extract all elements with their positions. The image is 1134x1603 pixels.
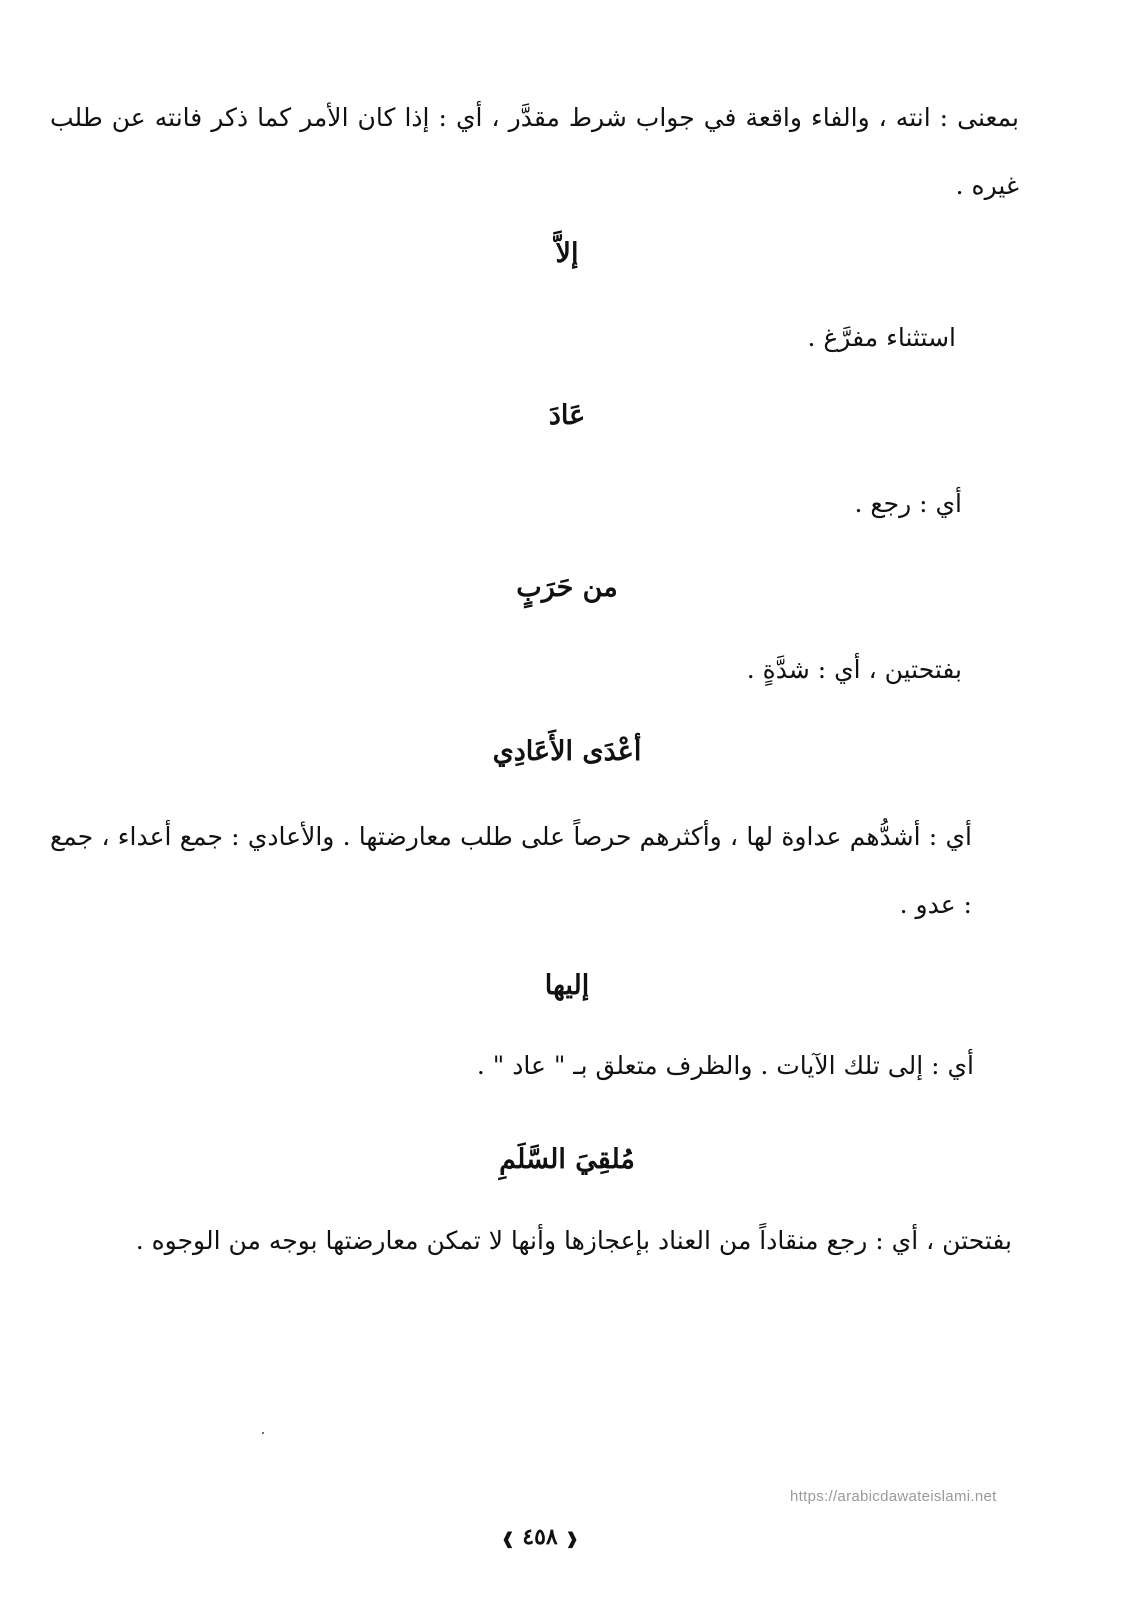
paragraph-3: أي : رجع .: [854, 489, 962, 518]
paragraph-2: استثناء مفرَّغ .: [807, 323, 956, 352]
paragraph-1: بمعنى : انته ، والفاء واقعة في جواب شرط مقدَّر ، أي : إذا كان الأمر كما ذكر فانته عن طلب غيره .: [50, 103, 1019, 200]
page-number-ornament-left: ❱: [501, 1529, 515, 1548]
watermark-url: https://arabicdawateislami.net: [790, 1488, 997, 1505]
paragraph-5: أي : أشدُّهم عداوة لها ، وأكثرهم حرصاً على طلب معارضتها . والأعادي : جمع أعداء ، جمع : عدو .: [50, 822, 972, 919]
heading-mulqi-al-salam: مُلقِيَ السَّلَمِ: [499, 1144, 635, 1175]
page-number: [440, 1520, 640, 1556]
paragraph-4: بفتحتين ، أي : شدَّةٍ .: [746, 655, 962, 684]
heading-min-harab: من حَرَبٍ: [516, 572, 618, 603]
heading-ada-al-aadi: أعْدَى الأَعَادِي: [492, 736, 642, 767]
paragraph-7: بفتحتن ، أي : رجع منقاداً من العناد بإعجازها وأنها لا تمكن معارضتها بوجه من الوجوه .: [135, 1226, 1012, 1255]
heading-ada: عَادَ: [548, 400, 586, 431]
scan-speck: [262, 1432, 264, 1434]
page-number-ornament-right: ❰: [565, 1529, 579, 1548]
heading-illa: إلاَّ: [555, 238, 579, 269]
page-number-value: ٤٥٨: [522, 1524, 558, 1550]
heading-ilayha: إليها: [544, 970, 590, 1001]
paragraph-6: أي : إلى تلك الآيات . والظرف متعلق بـ " عاد " .: [476, 1051, 974, 1080]
